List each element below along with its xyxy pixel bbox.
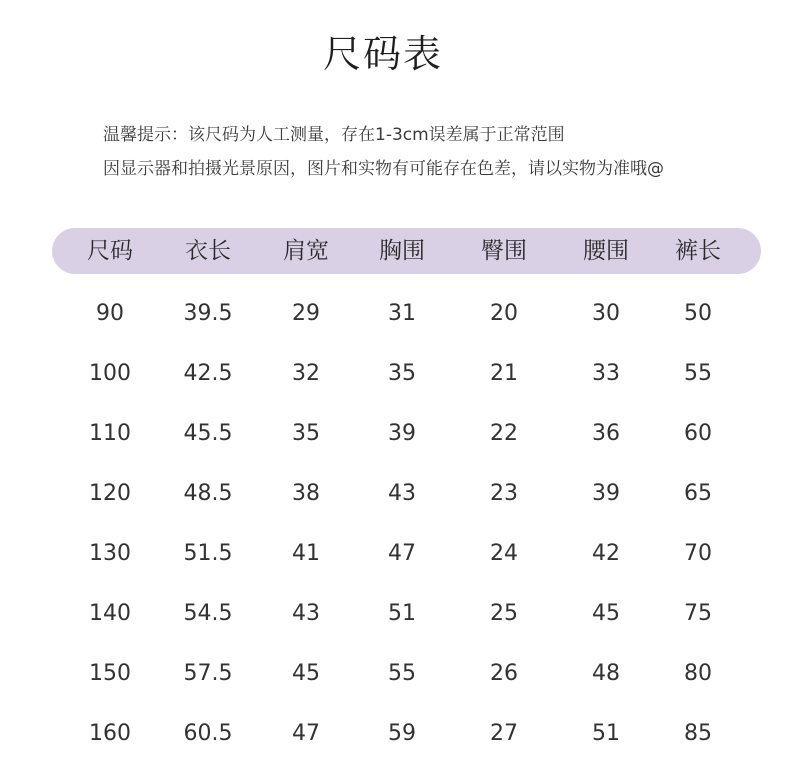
cell-shoulder: 43 (292, 601, 320, 626)
cell-waist: 30 (592, 301, 620, 326)
cell-pants-length: 85 (684, 721, 712, 746)
table-row (0, 644, 790, 704)
cell-pants-length: 50 (684, 301, 712, 326)
cell-size: 160 (89, 721, 131, 746)
table-row (0, 464, 790, 524)
cell-hip: 23 (490, 481, 518, 506)
notes (103, 118, 783, 186)
table-row (0, 344, 790, 404)
cell-chest: 35 (388, 361, 416, 386)
cell-hip: 25 (490, 601, 518, 626)
table-row (0, 404, 790, 464)
cell-waist: 51 (592, 721, 620, 746)
cell-waist: 48 (592, 661, 620, 686)
cell-length: 51.5 (183, 541, 233, 566)
cell-hip: 26 (490, 661, 518, 686)
cell-pants-length: 60 (684, 421, 712, 446)
size-table-body (0, 284, 790, 764)
cell-waist: 36 (592, 421, 620, 446)
cell-length: 60.5 (183, 721, 233, 746)
header-shoulder: 肩宽 (283, 238, 329, 264)
cell-size: 90 (96, 301, 124, 326)
cell-chest: 51 (388, 601, 416, 626)
cell-waist: 39 (592, 481, 620, 506)
cell-chest: 59 (388, 721, 416, 746)
header-pants-length: 裤长 (675, 238, 721, 264)
cell-hip: 24 (490, 541, 518, 566)
cell-hip: 22 (490, 421, 518, 446)
cell-pants-length: 65 (684, 481, 712, 506)
cell-chest: 43 (388, 481, 416, 506)
cell-hip: 21 (490, 361, 518, 386)
page-title: 尺码表 (322, 32, 443, 76)
cell-length: 48.5 (183, 481, 233, 506)
note-color-tip: 因显示器和拍摄光景原因，图片和实物有可能存在色差，请以实物为准哦@ (103, 159, 664, 179)
table-header (52, 228, 761, 274)
cell-shoulder: 41 (292, 541, 320, 566)
cell-size: 120 (89, 481, 131, 506)
table-row (0, 584, 790, 644)
cell-shoulder: 47 (292, 721, 320, 746)
table-row (0, 524, 790, 584)
cell-size: 130 (89, 541, 131, 566)
cell-length: 57.5 (183, 661, 233, 686)
table-row (0, 704, 790, 764)
cell-shoulder: 35 (292, 421, 320, 446)
cell-length: 54.5 (183, 601, 233, 626)
cell-waist: 45 (592, 601, 620, 626)
header-length: 衣长 (185, 238, 231, 264)
header-hip: 臀围 (481, 238, 527, 264)
header-size: 尺码 (87, 238, 133, 264)
cell-waist: 33 (592, 361, 620, 386)
cell-length: 45.5 (183, 421, 233, 446)
cell-chest: 39 (388, 421, 416, 446)
cell-size: 100 (89, 361, 131, 386)
cell-chest: 55 (388, 661, 416, 686)
cell-pants-length: 70 (684, 541, 712, 566)
cell-pants-length: 80 (684, 661, 712, 686)
cell-chest: 47 (388, 541, 416, 566)
cell-chest: 31 (388, 301, 416, 326)
cell-size: 140 (89, 601, 131, 626)
note-measurement-tip: 温馨提示：该尺码为人工测量，存在1-3cm误差属于正常范围 (103, 125, 565, 145)
cell-shoulder: 45 (292, 661, 320, 686)
cell-size: 110 (89, 421, 131, 446)
cell-shoulder: 38 (292, 481, 320, 506)
cell-pants-length: 75 (684, 601, 712, 626)
cell-hip: 20 (490, 301, 518, 326)
cell-length: 39.5 (183, 301, 233, 326)
cell-pants-length: 55 (684, 361, 712, 386)
cell-shoulder: 32 (292, 361, 320, 386)
cell-shoulder: 29 (292, 301, 320, 326)
header-waist: 腰围 (583, 238, 629, 264)
cell-waist: 42 (592, 541, 620, 566)
table-row (0, 284, 790, 344)
cell-size: 150 (89, 661, 131, 686)
cell-hip: 27 (490, 721, 518, 746)
cell-length: 42.5 (183, 361, 233, 386)
header-chest: 胸围 (379, 238, 425, 264)
